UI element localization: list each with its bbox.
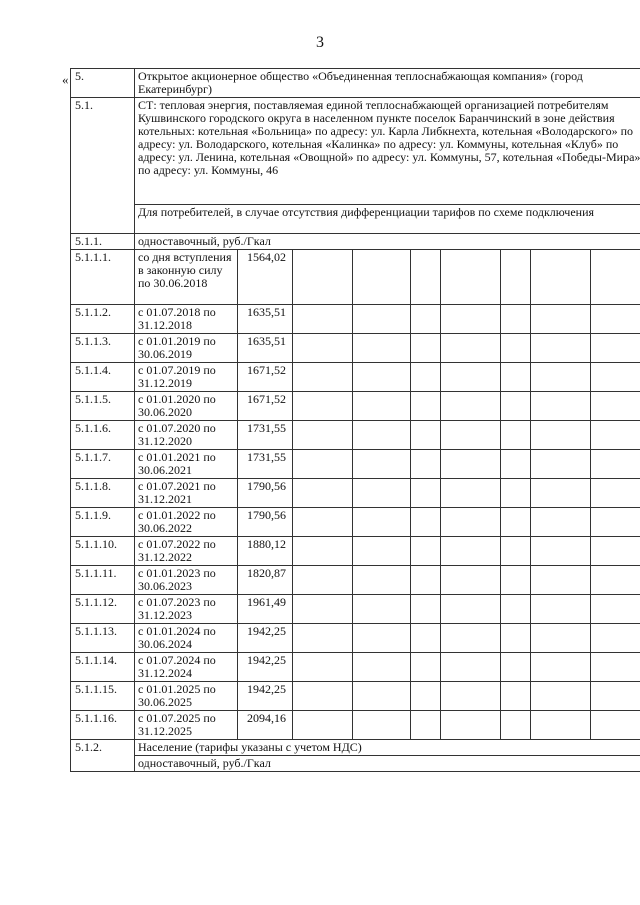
empty-cell bbox=[531, 566, 591, 595]
empty-cell bbox=[293, 250, 353, 305]
empty-cell bbox=[531, 392, 591, 421]
empty-cell bbox=[411, 421, 441, 450]
empty-cell bbox=[501, 508, 531, 537]
empty-cell bbox=[353, 624, 411, 653]
empty-cell bbox=[501, 624, 531, 653]
empty-cell bbox=[591, 250, 640, 305]
row-number: 5.1.1.15. bbox=[71, 682, 135, 711]
row-period: с 01.01.2025 по 30.06.2025 bbox=[135, 682, 238, 711]
empty-cell bbox=[441, 363, 501, 392]
empty-cell bbox=[501, 479, 531, 508]
row-period: с 01.07.2024 по 31.12.2024 bbox=[135, 653, 238, 682]
row-number: 5.1.1.8. bbox=[71, 479, 135, 508]
org-row bbox=[71, 69, 640, 98]
empty-cell bbox=[501, 305, 531, 334]
row-period: с 01.07.2025 по 31.12.2025 bbox=[135, 711, 238, 740]
row-period: с 01.01.2021 по 30.06.2021 bbox=[135, 450, 238, 479]
empty-cell bbox=[353, 711, 411, 740]
empty-cell bbox=[531, 508, 591, 537]
table-row bbox=[71, 537, 640, 566]
empty-cell bbox=[411, 250, 441, 305]
empty-cell bbox=[293, 392, 353, 421]
row-period: со дня вступления в законную силу по 30.06.2018 bbox=[135, 250, 238, 305]
empty-cell bbox=[293, 711, 353, 740]
row-tariff-value: 1564,02 bbox=[238, 250, 293, 305]
empty-cell bbox=[531, 595, 591, 624]
empty-cell bbox=[501, 250, 531, 305]
row-period: с 01.07.2019 по 31.12.2019 bbox=[135, 363, 238, 392]
empty-cell bbox=[531, 305, 591, 334]
row-number: 5.1.1.7. bbox=[71, 450, 135, 479]
row-tariff-value: 1790,56 bbox=[238, 479, 293, 508]
empty-cell bbox=[531, 334, 591, 363]
empty-cell bbox=[531, 711, 591, 740]
empty-cell bbox=[501, 682, 531, 711]
empty-cell bbox=[353, 392, 411, 421]
section-number: 5.1. bbox=[71, 98, 135, 234]
empty-cell bbox=[441, 450, 501, 479]
table-row bbox=[71, 566, 640, 595]
empty-cell bbox=[441, 653, 501, 682]
table-row bbox=[71, 682, 640, 711]
empty-cell bbox=[501, 450, 531, 479]
empty-cell bbox=[293, 595, 353, 624]
row-period: с 01.07.2021 по 31.12.2021 bbox=[135, 479, 238, 508]
org-name: Открытое акционерное общество «Объединенная теплоснабжающая компания» (город Екатеринбург) bbox=[135, 69, 640, 98]
row-number: 5.1.1.16. bbox=[71, 711, 135, 740]
empty-cell bbox=[353, 250, 411, 305]
table-row bbox=[71, 363, 640, 392]
row-tariff-value: 1731,55 bbox=[238, 421, 293, 450]
empty-cell bbox=[441, 624, 501, 653]
table-row bbox=[71, 450, 640, 479]
empty-cell bbox=[531, 250, 591, 305]
empty-cell bbox=[293, 682, 353, 711]
row-number: 5.1.1.11. bbox=[71, 566, 135, 595]
table-row bbox=[71, 421, 640, 450]
empty-cell bbox=[353, 566, 411, 595]
empty-cell bbox=[353, 682, 411, 711]
empty-cell bbox=[591, 363, 640, 392]
empty-cell bbox=[293, 421, 353, 450]
page-number: 3 bbox=[316, 34, 324, 51]
row-number: 5.1.1.1. bbox=[71, 250, 135, 305]
row-period: с 01.07.2018 по 31.12.2018 bbox=[135, 305, 238, 334]
table-row bbox=[71, 334, 640, 363]
subsection-number: 5.1.1. bbox=[71, 234, 135, 250]
org-number: 5. bbox=[71, 69, 135, 98]
empty-cell bbox=[411, 711, 441, 740]
empty-cell bbox=[353, 305, 411, 334]
row-period: с 01.07.2022 по 31.12.2022 bbox=[135, 537, 238, 566]
empty-cell bbox=[441, 334, 501, 363]
table-row bbox=[71, 250, 640, 305]
empty-cell bbox=[501, 363, 531, 392]
empty-cell bbox=[591, 450, 640, 479]
empty-cell bbox=[531, 537, 591, 566]
empty-cell bbox=[531, 363, 591, 392]
section-row bbox=[71, 98, 640, 205]
row-tariff-value: 1635,51 bbox=[238, 305, 293, 334]
population-row bbox=[71, 740, 640, 756]
table-row bbox=[71, 624, 640, 653]
empty-cell bbox=[411, 653, 441, 682]
empty-cell bbox=[591, 392, 640, 421]
row-period: с 01.07.2020 по 31.12.2020 bbox=[135, 421, 238, 450]
empty-cell bbox=[353, 537, 411, 566]
row-tariff-value: 1671,52 bbox=[238, 392, 293, 421]
empty-cell bbox=[591, 653, 640, 682]
empty-cell bbox=[293, 508, 353, 537]
section-description: СТ: тепловая энергия, поставляемая единой теплоснабжающей организацией потребителям Кушвинского городского округа в населенном пункте поселок Баранчинский в зоне действия котельных: котельная «Больница» по адресу: ул. Карла Либкнехта, котельная «Володарского» по адресу: ул. Володарского, котельная «Калинка» по адресу: ул. Коммуны, котельная «Клуб» по адресу: ул. Ленина, котельная «Овощной» по адресу: ул. Коммуны, 57, котельная «Победы-Мира» по адресу: ул. Коммуны, 46 bbox=[135, 98, 640, 205]
table-row bbox=[71, 653, 640, 682]
population-label: Население (тарифы указаны с учетом НДС) bbox=[135, 740, 640, 756]
row-period: с 01.01.2022 по 30.06.2022 bbox=[135, 508, 238, 537]
empty-cell bbox=[591, 479, 640, 508]
empty-cell bbox=[501, 421, 531, 450]
row-tariff-value: 1790,56 bbox=[238, 508, 293, 537]
empty-cell bbox=[353, 508, 411, 537]
empty-cell bbox=[501, 653, 531, 682]
empty-cell bbox=[531, 479, 591, 508]
empty-cell bbox=[293, 450, 353, 479]
empty-cell bbox=[441, 711, 501, 740]
empty-cell bbox=[501, 595, 531, 624]
empty-cell bbox=[353, 334, 411, 363]
empty-cell bbox=[591, 421, 640, 450]
table-row bbox=[71, 479, 640, 508]
row-tariff-value: 1820,87 bbox=[238, 566, 293, 595]
row-tariff-value: 1880,12 bbox=[238, 537, 293, 566]
empty-cell bbox=[591, 305, 640, 334]
empty-cell bbox=[353, 363, 411, 392]
row-number: 5.1.1.12. bbox=[71, 595, 135, 624]
row-tariff-value: 2094,16 bbox=[238, 711, 293, 740]
tariff-rows bbox=[71, 250, 640, 740]
empty-cell bbox=[441, 392, 501, 421]
row-period: с 01.01.2019 по 30.06.2019 bbox=[135, 334, 238, 363]
empty-cell bbox=[441, 595, 501, 624]
empty-cell bbox=[411, 537, 441, 566]
empty-cell bbox=[531, 653, 591, 682]
empty-cell bbox=[501, 711, 531, 740]
empty-cell bbox=[353, 421, 411, 450]
empty-cell bbox=[441, 508, 501, 537]
empty-cell bbox=[293, 479, 353, 508]
empty-cell bbox=[441, 566, 501, 595]
empty-cell bbox=[441, 421, 501, 450]
row-tariff-value: 1635,51 bbox=[238, 334, 293, 363]
empty-cell bbox=[591, 537, 640, 566]
row-period: с 01.01.2020 по 30.06.2020 bbox=[135, 392, 238, 421]
row-number: 5.1.1.3. bbox=[71, 334, 135, 363]
empty-cell bbox=[293, 334, 353, 363]
empty-cell bbox=[411, 392, 441, 421]
row-number: 5.1.1.10. bbox=[71, 537, 135, 566]
subsection-row bbox=[71, 234, 640, 250]
empty-cell bbox=[293, 624, 353, 653]
row-number: 5.1.1.6. bbox=[71, 421, 135, 450]
empty-cell bbox=[591, 624, 640, 653]
empty-cell bbox=[411, 334, 441, 363]
empty-cell bbox=[411, 305, 441, 334]
consumers-label: Для потребителей, в случае отсутствия дифференциации тарифов по схеме подключения bbox=[135, 205, 640, 234]
empty-cell bbox=[441, 305, 501, 334]
tariff-table bbox=[70, 68, 640, 772]
population-number: 5.1.2. bbox=[71, 740, 135, 772]
empty-cell bbox=[353, 653, 411, 682]
empty-cell bbox=[591, 334, 640, 363]
row-tariff-value: 1942,25 bbox=[238, 653, 293, 682]
row-period: с 01.01.2023 по 30.06.2023 bbox=[135, 566, 238, 595]
table-row bbox=[71, 392, 640, 421]
empty-cell bbox=[531, 682, 591, 711]
consumers-row bbox=[71, 205, 640, 234]
empty-cell bbox=[501, 334, 531, 363]
empty-cell bbox=[353, 595, 411, 624]
open-quote: « bbox=[62, 72, 69, 87]
empty-cell bbox=[411, 450, 441, 479]
empty-cell bbox=[411, 508, 441, 537]
empty-cell bbox=[353, 479, 411, 508]
row-tariff-value: 1961,49 bbox=[238, 595, 293, 624]
empty-cell bbox=[293, 363, 353, 392]
empty-cell bbox=[441, 250, 501, 305]
empty-cell bbox=[591, 682, 640, 711]
empty-cell bbox=[441, 537, 501, 566]
empty-cell bbox=[591, 566, 640, 595]
row-tariff-value: 1942,25 bbox=[238, 624, 293, 653]
empty-cell bbox=[411, 363, 441, 392]
empty-cell bbox=[411, 479, 441, 508]
empty-cell bbox=[591, 711, 640, 740]
empty-cell bbox=[591, 508, 640, 537]
empty-cell bbox=[411, 595, 441, 624]
empty-cell bbox=[411, 566, 441, 595]
row-number: 5.1.1.14. bbox=[71, 653, 135, 682]
empty-cell bbox=[293, 305, 353, 334]
empty-cell bbox=[501, 566, 531, 595]
row-number: 5.1.1.13. bbox=[71, 624, 135, 653]
row-tariff-value: 1731,55 bbox=[238, 450, 293, 479]
table-row bbox=[71, 711, 640, 740]
empty-cell bbox=[531, 624, 591, 653]
empty-cell bbox=[441, 479, 501, 508]
empty-cell bbox=[591, 595, 640, 624]
empty-cell bbox=[353, 450, 411, 479]
row-number: 5.1.1.5. bbox=[71, 392, 135, 421]
table-row bbox=[71, 595, 640, 624]
empty-cell bbox=[531, 421, 591, 450]
population-subrow bbox=[71, 756, 640, 772]
empty-cell bbox=[501, 537, 531, 566]
row-number: 5.1.1.4. bbox=[71, 363, 135, 392]
empty-cell bbox=[293, 653, 353, 682]
row-tariff-value: 1942,25 bbox=[238, 682, 293, 711]
population-sub-label: одноставочный, руб./Гкал bbox=[135, 756, 640, 772]
row-period: с 01.01.2024 по 30.06.2024 bbox=[135, 624, 238, 653]
empty-cell bbox=[531, 450, 591, 479]
empty-cell bbox=[411, 682, 441, 711]
empty-cell bbox=[441, 682, 501, 711]
empty-cell bbox=[411, 624, 441, 653]
empty-cell bbox=[501, 392, 531, 421]
table-row bbox=[71, 305, 640, 334]
row-period: с 01.07.2023 по 31.12.2023 bbox=[135, 595, 238, 624]
table-row bbox=[71, 508, 640, 537]
row-tariff-value: 1671,52 bbox=[238, 363, 293, 392]
subsection-label: одноставочный, руб./Гкал bbox=[135, 234, 640, 250]
row-number: 5.1.1.2. bbox=[71, 305, 135, 334]
empty-cell bbox=[293, 537, 353, 566]
empty-cell bbox=[293, 566, 353, 595]
row-number: 5.1.1.9. bbox=[71, 508, 135, 537]
